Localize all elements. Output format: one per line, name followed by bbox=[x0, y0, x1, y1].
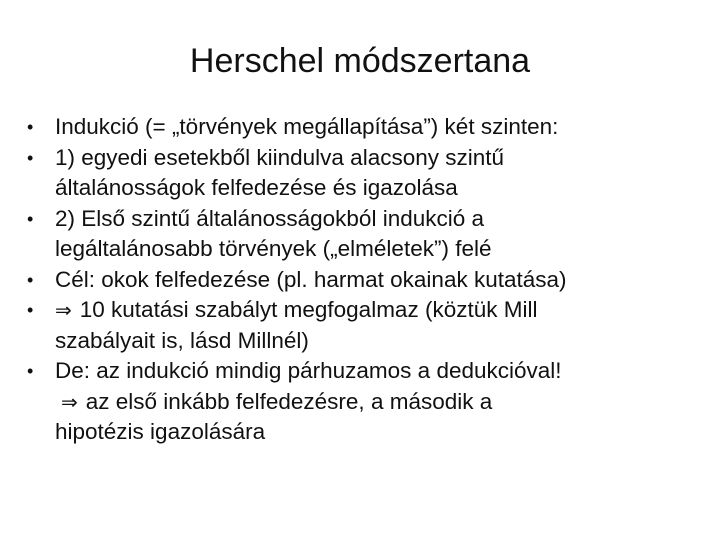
bullet-line: De: az indukció mindig párhuzamos a dedukcióval! bbox=[55, 358, 562, 383]
bullet-line bbox=[55, 295, 699, 326]
bullet-dot-icon: • bbox=[27, 300, 34, 320]
bullet-dot-icon: • bbox=[27, 117, 34, 137]
implies-arrow-icon: ⇒ bbox=[61, 389, 78, 414]
bullet-line bbox=[55, 387, 699, 418]
bullet-dot-icon: • bbox=[27, 208, 34, 229]
bullet-text: az első inkább felfedezésre, a második a bbox=[85, 388, 493, 414]
bullet-line: szabályait is, lásd Millnél) bbox=[55, 327, 309, 353]
bullet-dot-icon: • bbox=[27, 147, 34, 168]
bullet-line: Indukció (= „törvények megállapítása”) két szinten: bbox=[55, 114, 559, 139]
bullet-line: hipotézis igazolására bbox=[55, 419, 266, 444]
bullet-item bbox=[27, 143, 699, 204]
implies-arrow-icon: ⇒ bbox=[55, 298, 72, 322]
bullet-line: 1) egyedi esetekből kiindulva alacsony szintű bbox=[55, 144, 505, 170]
bullet-dot-icon: • bbox=[27, 269, 34, 290]
bullet-list bbox=[27, 112, 699, 448]
bullet-item bbox=[27, 356, 699, 448]
bullet-line: 2) Első szintű általánosságokból indukció a bbox=[55, 205, 485, 231]
bullet-line: általánosságok felfedezése és igazolása bbox=[55, 175, 458, 200]
bullet-line: Cél: okok felfedezése (pl. harmat okainak kutatása) bbox=[55, 266, 567, 292]
slide-title: Herschel módszertana bbox=[189, 42, 531, 80]
bullet-line: legáltalánosabb törvények („elméletek”) felé bbox=[55, 236, 492, 261]
bullet-item bbox=[27, 295, 699, 356]
bullet-dot-icon: • bbox=[27, 361, 34, 381]
bullet-item bbox=[27, 204, 699, 265]
bullet-item bbox=[27, 265, 699, 296]
bullet-text: 10 kutatási szabályt megfogalmaz (köztük Mill bbox=[79, 297, 538, 322]
bullet-item bbox=[27, 112, 699, 143]
